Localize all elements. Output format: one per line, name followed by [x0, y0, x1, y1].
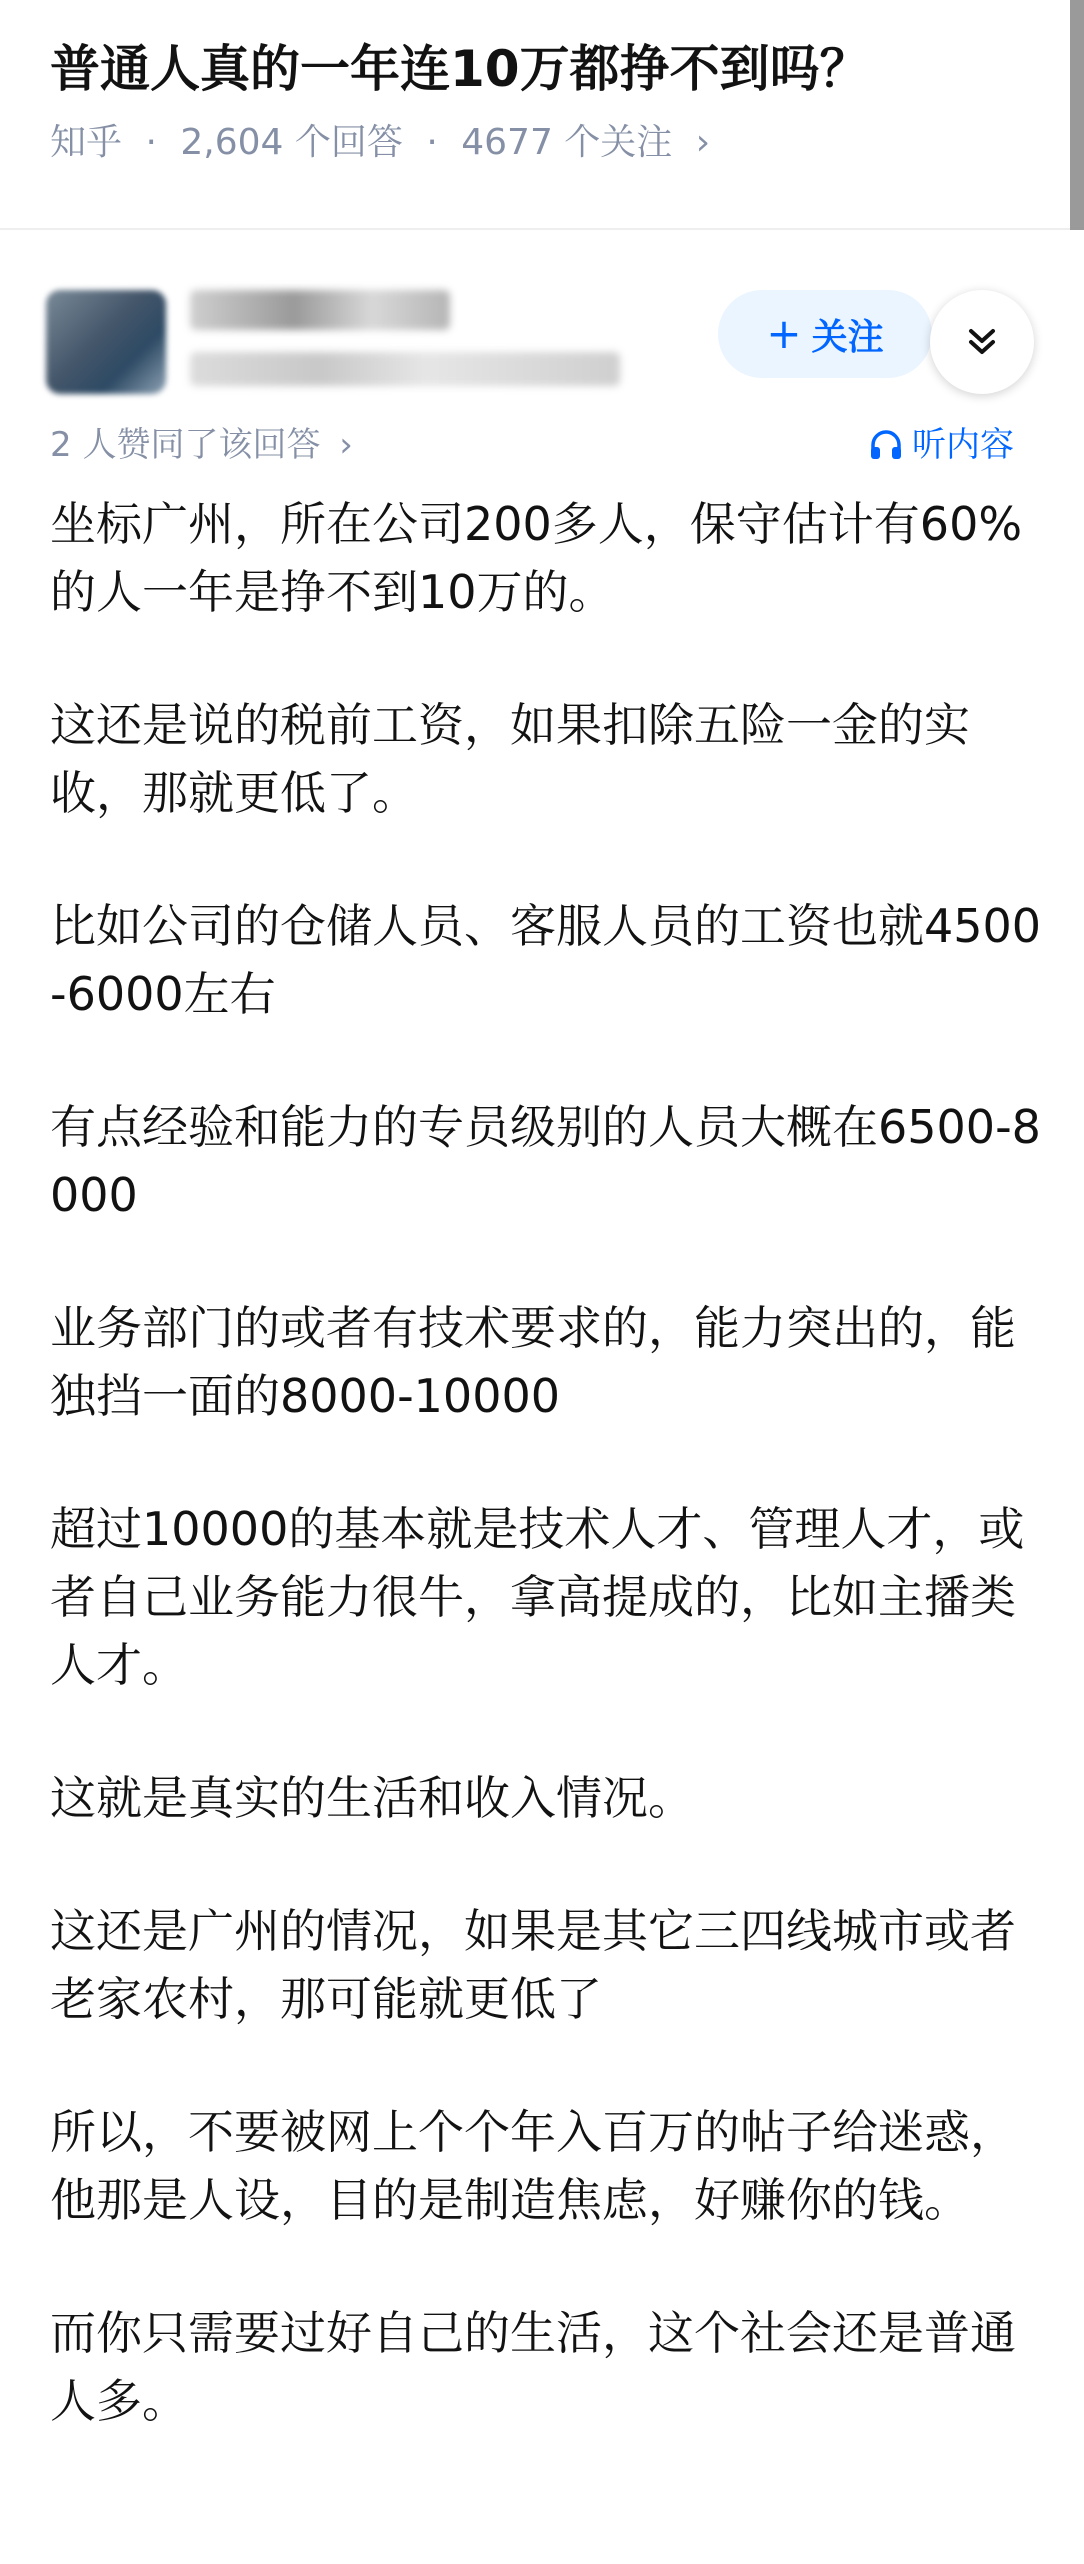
answer-paragraph: 而你只需要过好自己的生活，这个社会还是普通人多。 [50, 2306, 1016, 2428]
answer-paragraph: 坐标广州，所在公司200多人，保守估计有60%的人一年是挣不到10万的。 [50, 497, 1023, 619]
follow-label: 关注 [811, 316, 884, 358]
answer-paragraph: 业务部门的或者有技术要求的，能力突出的，能独挡一面的8000-10000 [50, 1301, 1016, 1423]
answer-count: 2,604 个回答 [180, 122, 403, 163]
scrollbar[interactable] [1070, 0, 1084, 230]
chevron-double-down-icon [962, 322, 1002, 362]
avatar[interactable] [46, 290, 166, 394]
listen-label: 听内容 [912, 425, 1014, 465]
chevron-right-icon: › [695, 122, 711, 163]
author-bio-redacted [190, 352, 620, 386]
answer-paragraph: 这就是真实的生活和收入情况。 [50, 1771, 694, 1825]
chevron-right-icon: › [339, 425, 353, 465]
author-name-redacted[interactable] [190, 290, 450, 330]
expand-button[interactable] [930, 290, 1034, 394]
meta-separator: · [145, 122, 157, 163]
answer-paragraph: 这还是说的税前工资，如果扣除五险一金的实收，那就更低了。 [50, 698, 970, 820]
likes-summary[interactable] [50, 420, 353, 470]
answer-paragraph: 超过10000的基本就是技术人才、管理人才，或者自己业务能力很牛，拿高提成的，比如主播类人才。 [50, 1502, 1025, 1692]
follow-count: 4677 个关注 [461, 122, 673, 163]
meta-separator: · [426, 122, 438, 163]
source-label: 知乎 [50, 122, 123, 163]
plus-icon: + [766, 309, 802, 358]
answer-paragraph: 比如公司的仓储人员、客服人员的工资也就4500-6000左右 [50, 899, 1042, 1021]
headphones-icon [868, 427, 904, 463]
listen-button[interactable] [868, 420, 1014, 470]
question-header[interactable] [0, 0, 1084, 230]
answer-paragraph: 所以，不要被网上个个年入百万的帖子给迷惑，他那是人设，目的是制造焦虑，好赚你的钱。 [50, 2105, 1016, 2227]
question-meta[interactable] [50, 118, 710, 168]
likes-text: 2 人赞同了该回答 [50, 425, 321, 465]
answer-paragraph: 有点经验和能力的专员级别的人员大概在6500-8000 [50, 1100, 1041, 1222]
answer-paragraph: 这还是广州的情况，如果是其它三四线城市或者老家农村，那可能就更低了 [50, 1904, 1016, 2026]
question-title[interactable]: 普通人真的一年连10万都挣不到吗？ [50, 40, 870, 98]
answer-body[interactable] [50, 490, 1050, 2500]
follow-button[interactable] [718, 290, 932, 378]
